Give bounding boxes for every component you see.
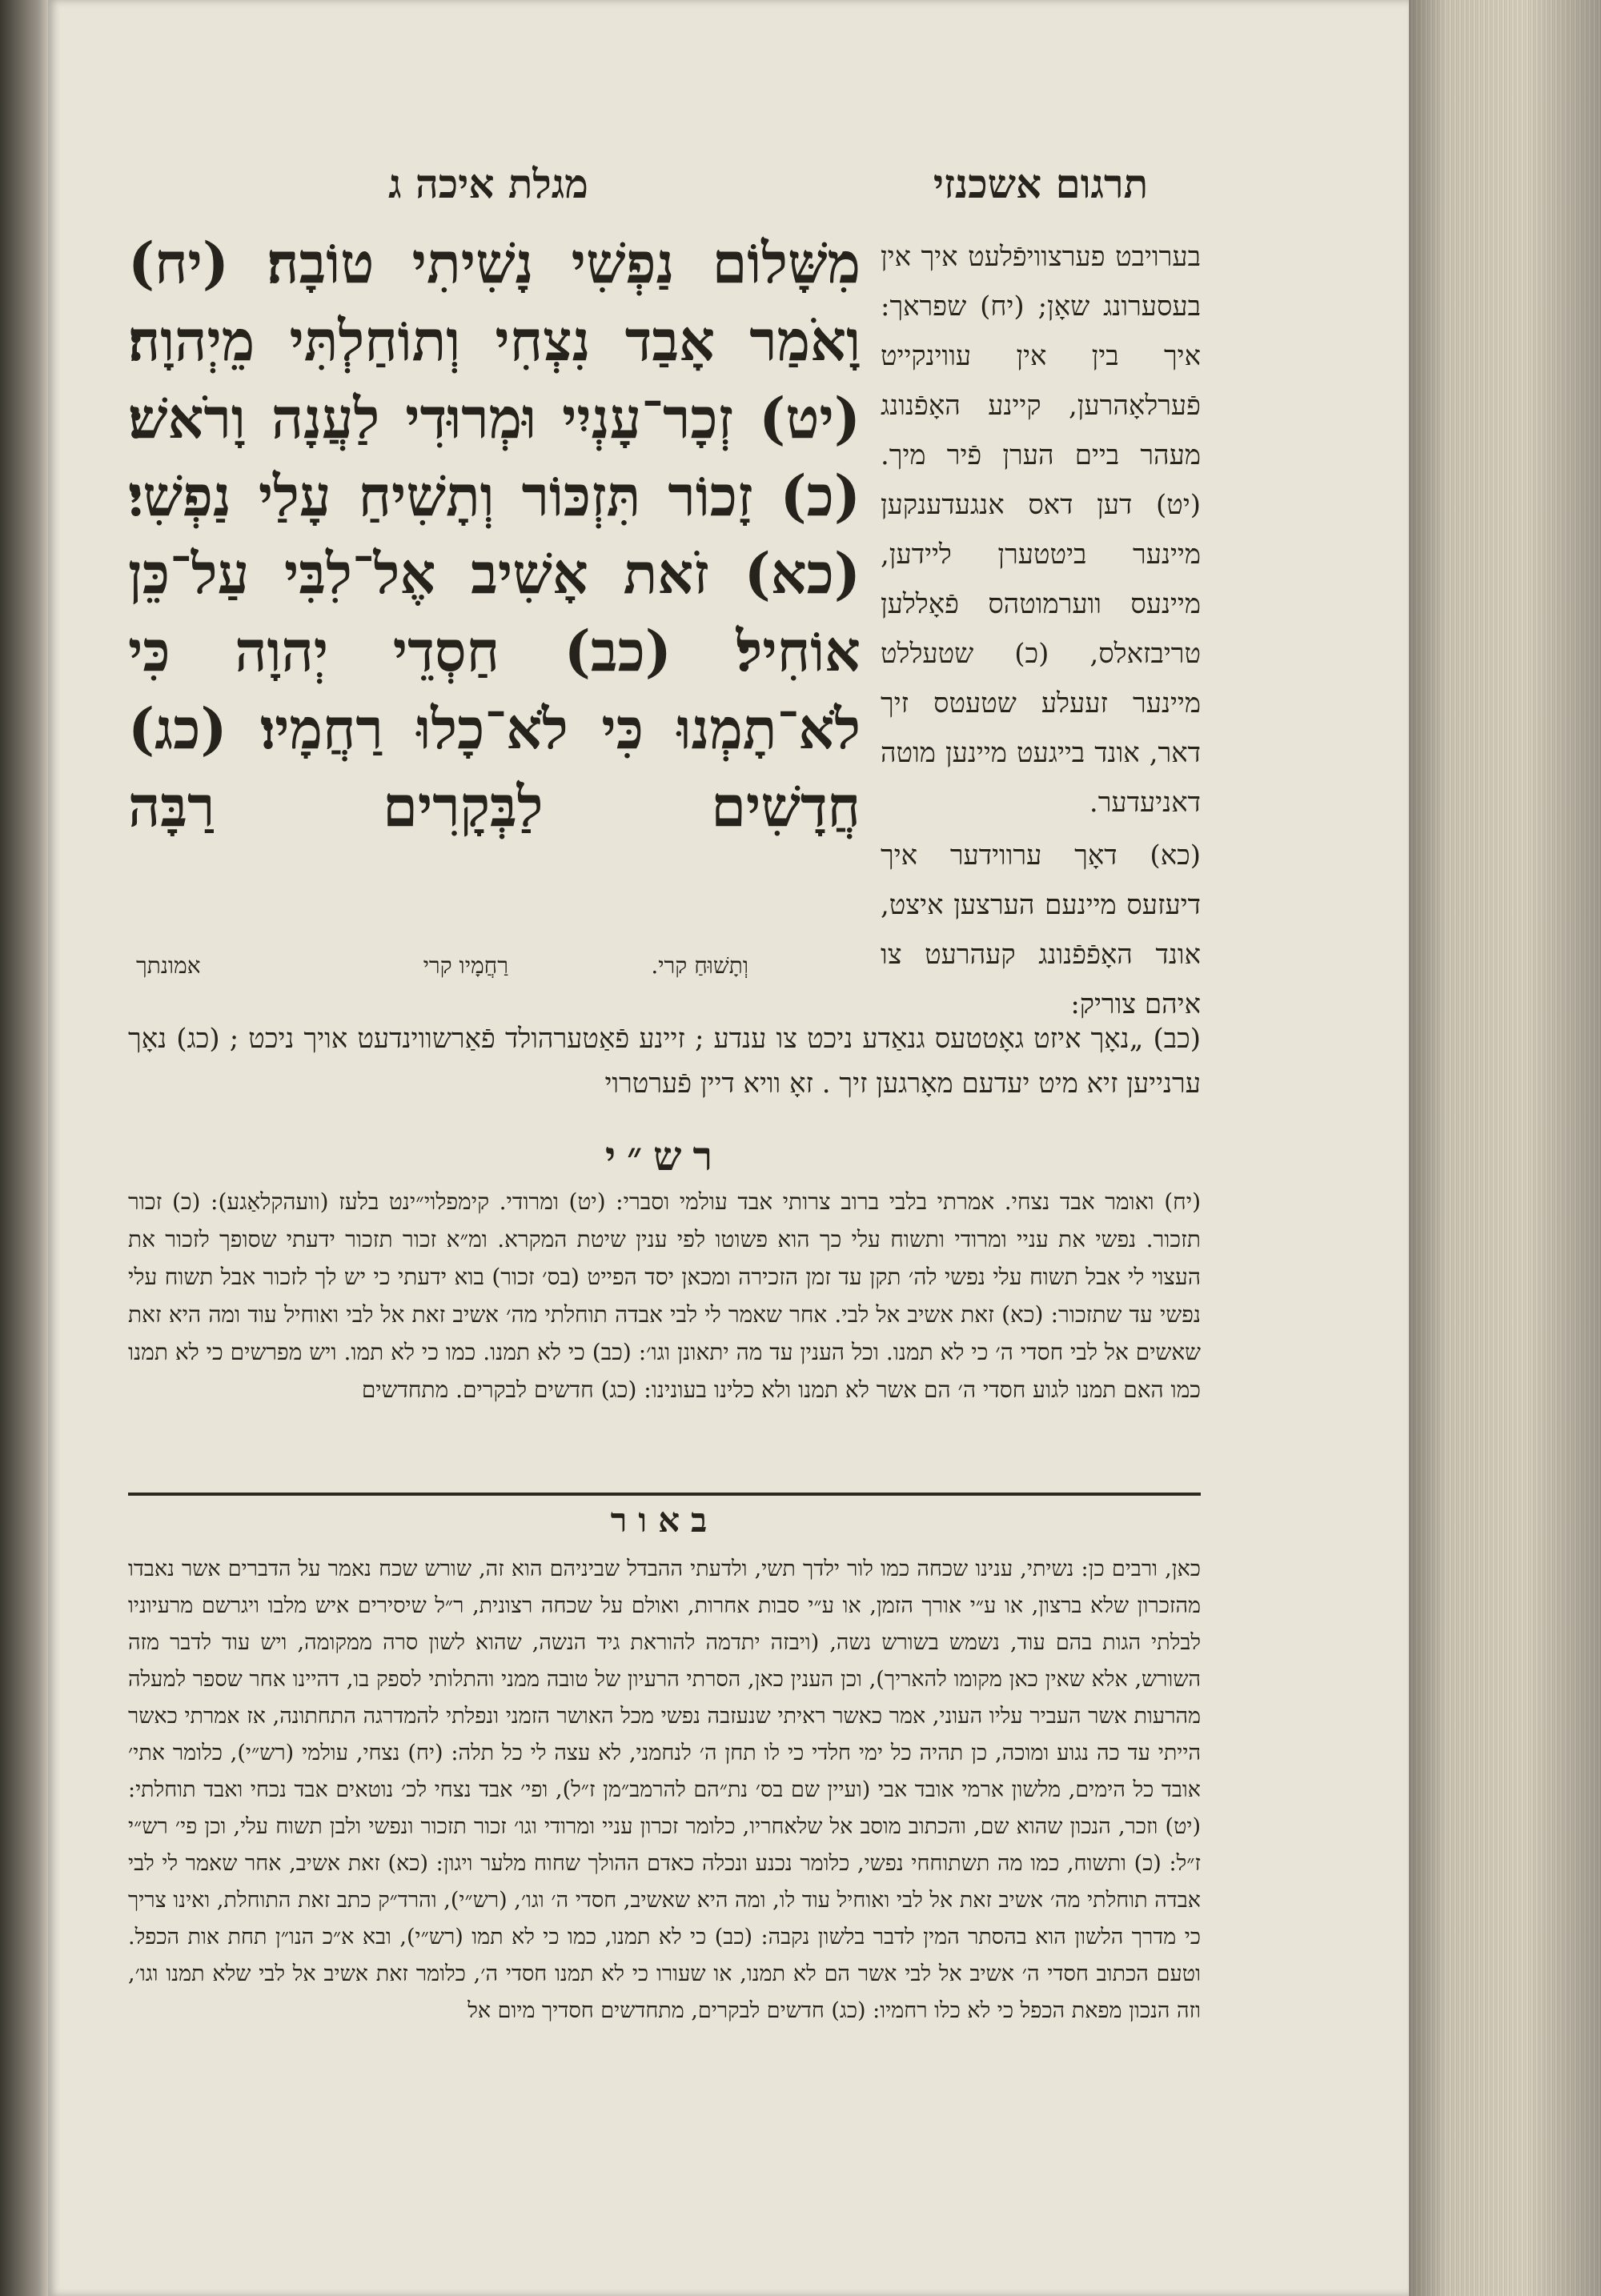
targum-paragraph: בערויבט פערצוויפֿלעט איך אין בעסערונג שאָן; (יח) שפראך: איך בין אין עווינקייט פֿערלאָהרען, קיינע האָפֿנונג מעהר ביים הערן פֿיר מיך. (יט) דען דאס אנגעדענקען מיינער ביטטערן ליידען, מיינעס ווערמוטהס פֿאָללען טריבזאלס, (כ) שטעללט מיינער זעעלע שטעטס זיך דאר, אונד בייגעט מיינען מוטה דאניעדער.	[881, 241, 1201, 819]
biur-commentary	[128, 1551, 1201, 2030]
rashi-commentary	[128, 1183, 1201, 1408]
targum-continuation	[128, 1016, 1201, 1106]
header-book-title: מגלת איכה ג	[388, 160, 588, 207]
page-content	[128, 160, 1201, 2257]
section-divider	[128, 1493, 1201, 1496]
book-spine-shadow	[0, 0, 48, 2296]
rashi-title: רש״י	[604, 1132, 724, 1180]
page-edges-shade	[1409, 0, 1601, 2296]
kri-notes	[128, 952, 861, 984]
hebrew-verses	[128, 224, 861, 845]
biur-text: כאן, ורבים כן: נשיתי, ענינו שכחה כמו לור ילדך תשי, ולדעתי ההבדל שביניהם הוא זה, שורש שכח נאמר על הדברים אשר נאבדו מהזכרון שלא ברצון, או ע״י אורך הזמן, או ע״י סבות אחרות, ואולם על שכחה רצונית, ר״ל שיסירים איש מלבו ויגרשם מרעיוניו לבלתי הגות בהם עוד, נשמש בשורש נשה, (ויבזה יתדמה להוראת גיד הנשה, שהוא לשון סרה ממקומה, ויש עוד לדבר מזה השורש, אלא שאין כאן מקומו להאריך), וכן הענין כאן, הסרתי הרעיון של טובה ממני והתלותי לספק בו, דהיינו אחר שספר למעלה מהרעות אשר העביר עליו העוני, אמר כאשר ראיתי שנעזבה נפשי מכל האושר הזמני ונפלתי להמדרגה התחתונה, אז אמרתי כאשר הייתי עד כה נגוע ומוכה, כן תהיה כל ימי חלדי כי לו תחן ה׳ לנחמני, לא עצה לי כל תלה: (יח) נצחי, עולמי (רש״י), כלומר אתי׳ אובד כל הימים, מלשון ארמי אובד אבי (ועיין שם בס׳ נת״הם להרמב״מן ז״ל), ופי׳ אבד נצחי לכ׳ נוטאים אבד נכחי ואבד תוחלתי: (יט) וזכר, הנכון שהוא שם, והכתוב מוסב אל שלאחריו, כלומר זכרון עניי ומרודי וגו׳ זכור תזכור ונפשי ולבן תשוח עלי, וכן פי׳ רש״י ז״ל: (כ) ותשוח, כמו מה תשתוחחי נפשי, כלומר נכנע ונכלה כאדם ההולך שחוח מלער ויגון: (כא) זאת אשיב, אחר שאמר לי לבי אבדה תוחלתי מה׳ אשיב זאת אל לבי ואוחיל עוד לו, ומה היא שאשיב, חסדי ה׳ וגו׳, (רש״י), והרד״ק כתב זאת התוחלת, ואינו צריך כי מדרך הלשון הוא בהסתר המין לדבר בלשון נקבה: (כב) כי לא תמנו, כמו כי לא תמו (רש״י), ובא א״כ הנו״ן תחת אות הכפל. וטעם הכתוב חסדי ה׳ אשיב אל לבי אשר הם לא תמנו, או שעורו כי לא תמנו חסדי ה׳, כלומר זאת אשיב אל לבי שלא תמנו וגו׳, וזה הנכון מפאת הכפל כי לא כלו רחמיו: (כג) חדשים לבקרים, מתחדשים חסדיך מיום אל	[128, 1557, 1202, 2023]
catchword: אמונתך	[136, 952, 201, 979]
targum-continuation-text: (כב) „נאָך איזט גאָטטעס גנאַדע ניכט צו ענדע ; זיינע פֿאַטערהולד פֿאַרשווינדעט אויך ניכט ; (כג) נאָך ערנייען זיא מיט יעדעם מאָרגען זיך . זאָ וויא דיין פֿערטרוי	[128, 1023, 1201, 1100]
header-targum-title: תרגום אשכנזי	[933, 160, 1149, 207]
targum-paragraph: (כא) דאָך ערווידער איך דיעזעס מיינעם הערצען איצט, אונד האָפֿפֿנונג קעהרעט צו איהם צוריק:	[881, 839, 1201, 1020]
biur-title: באור	[610, 1501, 719, 1540]
rashi-text: (יח) ואומר אבד נצחי. אמרתי בלבי ברוב צרותי אבד עולמי וסברי: (יט) ומרודי. קימפלוי״ינט בלעז (וועהקלאַגע): (כ) זכור תזכור. נפשי את עניי ומרודי ותשוח עלי כך הוא פשוטו לפי ענין שיטת המקרא. ומ״א זכור תזכור ידעתי שסופך לזכור את העצוי לי אבל תשוח עלי נפשי לה׳ תקן עד זמן הזכירה ומכאן יסד הפייט (בס׳ זכור) בוא ידעתי כי יש לך לזכור אבל תשוח עלי נפשי עד שתזכור: (כא) זאת אשיב אל לבי. אחר שאמר לי לבי אבדה תוחלתי מה׳ אשיב זאת אל לבי ואוחיל עוד ומה היא זאת שאשים אל לבי חסדי ה׳ כי לא תמנו. וכל הענין עד מה יתאונן וגו׳: (כב) כי לא תמנו. כמו כי לא תמו. ויש מפרשים כי לא תמנו כמו האם תמנו לגוע חסדי ה׳ הם אשר לא תמנו ולא כלינו בעונינו: (כג) חדשים לבקרים. מתחדשים	[128, 1188, 1201, 1403]
kri-note: וְתָשׁוּחַ קרי.	[651, 952, 748, 979]
targum-column	[881, 232, 1201, 1029]
hebrew-verse-text: מִשָּׁלוֹם נַפְשִׁי נָשִׁיתִי טוֹבָה׃ (יח) וָאֹמַר אָבַד נִצְחִי וְתוֹחַלְתִּי מֵיְהוָה׃ (יט) זְכָר־עָנְיִי וּמְרוּדִי לַעֲנָה וָרֹאשׁ׃ (כ) זָכוֹר תִּזְכּוֹר וְתָשִׁיחַ עָלַי נַפְשִׁי׃ (כא) זֹאת אָשִׁיב אֶל־לִבִּי עַל־כֵּן אוֹחִיל׃ (כב) חַסְדֵי יְהוָה כִּי לֹא־תָמְנוּ כִּי לֹא־כָלוּ רַחֲמָיו׃ (כג) חֲדָשִׁים לַבְּקָרִים רַבָּה	[128, 230, 861, 839]
kri-note: רַחֲמָיו קרי	[423, 952, 508, 979]
running-header	[128, 160, 1201, 224]
